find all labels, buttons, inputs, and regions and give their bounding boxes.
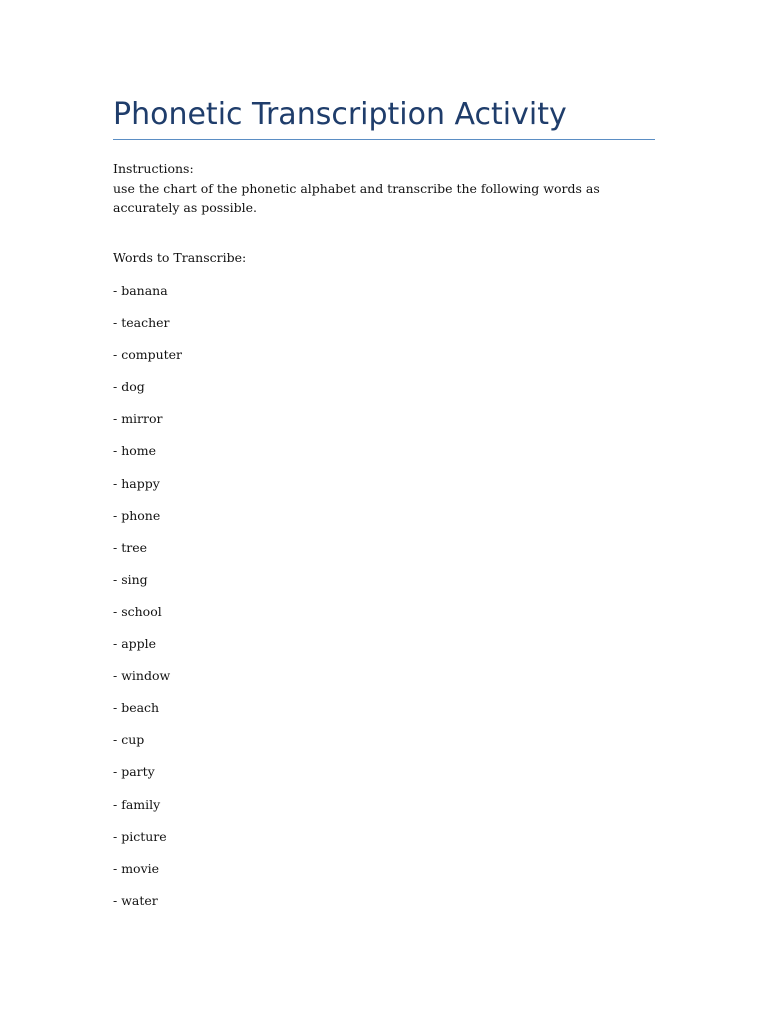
word-list-item: - phone	[113, 507, 161, 523]
word-list-item: - beach	[113, 700, 160, 716]
word-list-item: - dog	[113, 379, 145, 395]
word-list-item: - picture	[113, 828, 167, 844]
word-list-item: - tree	[113, 539, 147, 555]
word-list-item: - banana	[113, 283, 168, 298]
word-list-item: - home	[113, 443, 157, 459]
word-list-item: - school	[113, 603, 162, 619]
word-list-item: - mirror	[113, 411, 163, 427]
word-list-item: - movie	[113, 860, 160, 876]
document-title: Phonetic Transcription Activity	[113, 97, 567, 132]
word-list-item: - window	[113, 668, 171, 684]
word-list-item: - cup	[113, 732, 145, 748]
word-list-item: - happy	[113, 475, 160, 491]
word-list-item: - teacher	[113, 315, 170, 331]
word-list-item: - apple	[113, 636, 157, 652]
words-heading: Words to Transcribe:	[113, 250, 247, 265]
word-list-item: - water	[113, 892, 158, 908]
instructions-block	[113, 159, 655, 218]
word-list-item: - computer	[113, 347, 183, 363]
instructions-heading: Instructions:	[113, 161, 194, 176]
instructions-text: use the chart of the phonetic alphabet and transcribe the following words as accurately as possible.	[113, 180, 600, 215]
word-list	[113, 281, 182, 923]
word-list-item: - sing	[113, 571, 148, 587]
word-list-item: - family	[113, 796, 161, 812]
word-list-item: - party	[113, 764, 155, 780]
title-underline-rule	[113, 139, 655, 140]
